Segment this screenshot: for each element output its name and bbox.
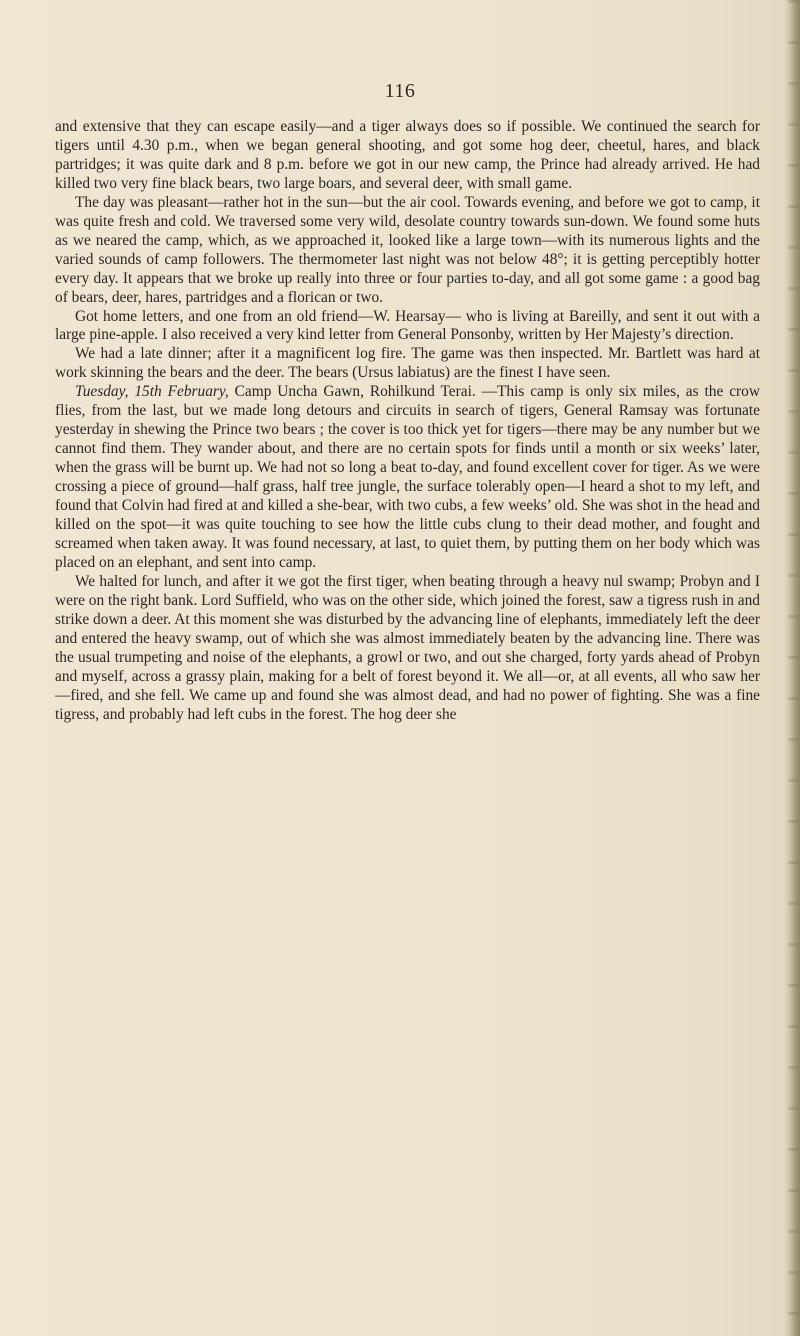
paragraph-4: We had a late dinner; after it a magnificent log fire. The game was then inspected. Mr. Bartlett was hard at work skinning the bears and the deer. The bears (Ursus labiatus) are the finest I have seen. bbox=[55, 345, 760, 382]
diary-date-heading: Tuesday, 15th February, bbox=[75, 383, 229, 401]
paragraph-1: and extensive that they can escape easily—and a tiger always does so if possible. We continued the search for tigers until 4.30 p.m., when we began general shooting, and got some hog deer, cheetul, hares, and black partridges; it was quite dark and 8 p.m. before we got in our new camp, the Prince had already arrived. He had killed two very fine black bears, two large boars, and several deer, with small game. bbox=[55, 118, 760, 192]
page-number: 116 bbox=[384, 80, 416, 102]
paragraph-5 bbox=[55, 383, 760, 573]
page-edge-foxing bbox=[788, 0, 798, 1336]
paragraph-5-text: Camp Uncha Gawn, Rohilkund Terai. —This camp is only six miles, as the crow flies, from the last, but we made long detours and circuits in search of tigers, General Ramsay was fortunate yesterday in shewing the Prince two bears ; the cover is too thick yet for tigers—there may be any number but we cannot find them. They wander about, and there are no certain spots for finds until a month or six weeks’ later, when the grass will be burnt up. We had not so long a beat to-day, and found excellent cover for tiger. As we were crossing a piece of ground—half grass, half tree jungle, the surface tolerably open—I heard a shot to my left, and found that Colvin had fired at and killed a she-bear, with two cubs, a few weeks’ old. She was shot in the head and killed on the spot—it was quite touching to see how the little cubs clung to their dead mother, and fought and screamed when taken away. It was found necessary, at last, to quiet them, by putting them on her body which was placed on an elephant, and sent into camp. bbox=[55, 383, 760, 571]
paragraph-2: The day was pleasant—rather hot in the sun—but the air cool. Towards evening, and before we got to camp, it was quite fresh and cold. We traversed some very wild, desolate country towards sun-down. We found some huts as we neared the camp, which, as we approached it, looked like a large town—with its numerous lights and the varied sounds of camp followers. The thermometer last night was not below 48°; it is getting perceptibly hotter every day. It appears that we broke up really into three or four parties to-day, and all got some game : a good bag of bears, deer, hares, partridges and a florican or two. bbox=[55, 193, 760, 306]
paragraph-6: We halted for lunch, and after it we got the first tiger, when beating through a heavy nul swamp; Probyn and I were on the right bank. Lord Suffield, who was on the other side, which joined the forest, saw a tigress rush in and strike down a deer. At this moment she was disturbed by the advancing line of elephants, immediately left the deer and entered the heavy swamp, out of which she was almost immediately beaten by the advancing line. There was the usual trumpeting and noise of the elephants, a growl or two, and out she charged, forty yards ahead of Probyn and myself, across a grassy plain, making for a belt of forest beyond it. We all—or, at all events, all who saw her—fired, and she fell. We came up and found she was almost dead, and had no power of fighting. She was a fine tigress, and probably had left cubs in the forest. The hog deer she bbox=[55, 572, 760, 723]
body-text bbox=[55, 118, 760, 725]
paragraph-3: Got home letters, and one from an old friend—W. Hearsay— who is living at Bareilly, and sent it out with a large pine-apple. I also received a very kind letter from General Ponsonby, written by Her Majesty’s direction. bbox=[55, 307, 760, 344]
